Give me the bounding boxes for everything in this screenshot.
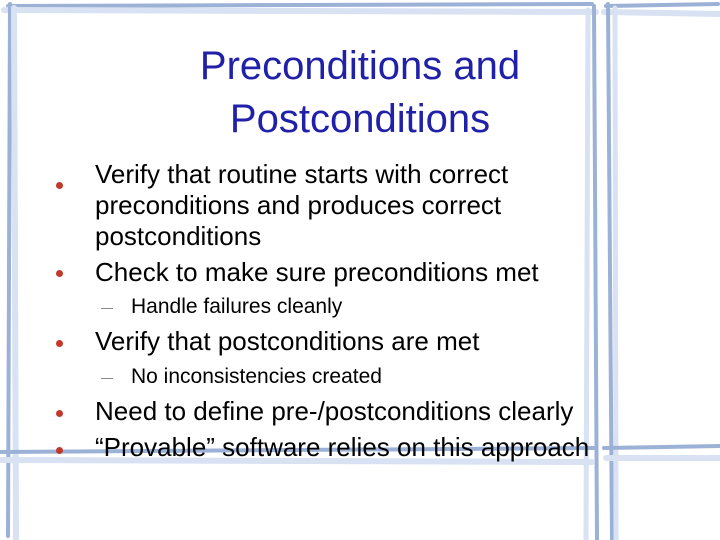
- bullet-marker-icon: [56, 182, 63, 189]
- bullet-marker-icon: [56, 447, 63, 454]
- slide-title-line-1: Preconditions and: [199, 44, 521, 88]
- bullet-marker-icon: [56, 410, 63, 417]
- bullet-item-verify-routine: [95, 159, 615, 252]
- bullet-item-provable-software: “Provable” software relies on this approach: [95, 432, 590, 462]
- sub-bullet-dash-icon: [101, 378, 113, 379]
- bullet-item-define-conditions: Need to define pre-/postconditions clearly: [95, 396, 574, 426]
- sub-bullet-dash-icon: [101, 308, 113, 309]
- bullet-marker-icon: [56, 270, 63, 277]
- slide-title-line-2: Postconditions: [229, 97, 491, 141]
- bullet-line-1: Verify that routine starts with correct: [95, 159, 509, 189]
- bullet-line-2: preconditions and produces correct: [95, 190, 502, 220]
- sub-bullet-no-inconsistencies: No inconsistencies created: [131, 365, 382, 388]
- bullet-line-3: postconditions: [95, 221, 262, 251]
- bullet-item-check-preconditions: Check to make sure preconditions met: [95, 257, 539, 287]
- bullet-marker-icon: [56, 340, 63, 347]
- sub-bullet-handle-failures: Handle failures cleanly: [131, 295, 343, 318]
- bullet-item-verify-postconditions: Verify that postconditions are met: [95, 326, 480, 356]
